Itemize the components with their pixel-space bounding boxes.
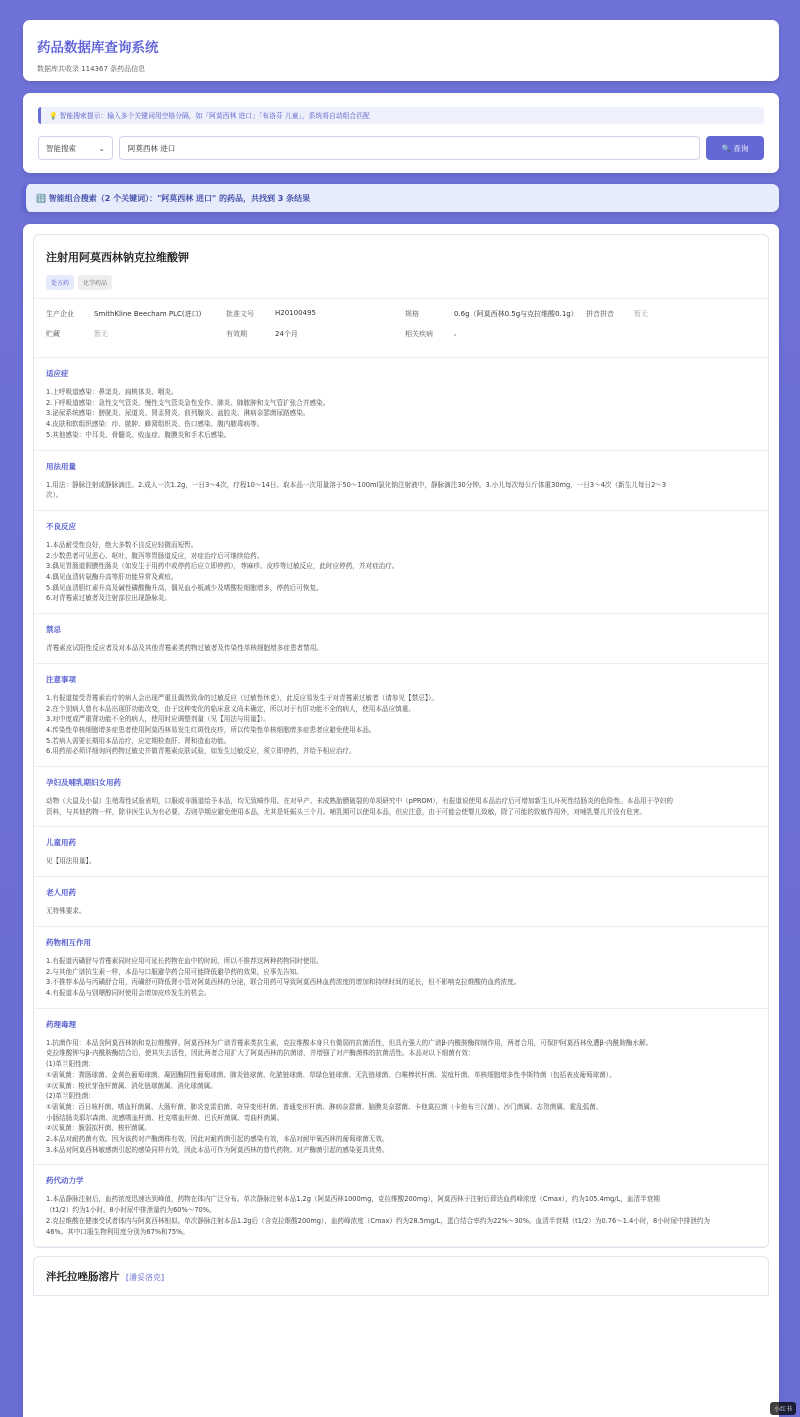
maker-label: 生产企业 [46,310,74,318]
section-line: 4.皮肤和软组织感染：疖、脓肿、蜂窝组织炎、伤口感染、腹内脓毒病等。 [46,420,264,429]
search-row [38,136,764,160]
pinyin-label: 拼音拼音 [586,310,614,318]
spec-value: 0.6g（阿莫西林0.5g与克拉维酸0.1g） [454,310,578,318]
section-title: 注意事项 [46,674,76,684]
section-title: 禁忌 [46,625,61,635]
drug-header [34,235,768,299]
section-line: 1.用法：静脉注射或静脉滴注。2.成人一次1.2g，一日3～4次，疗程10～14日。取本品一次用量溶于50～100ml氯化钠注射液中，静脉滴注30分钟。3.小儿每次每公斤体重30mg，一日3～4次（新生儿每日2～3 [46,480,667,489]
drug-info [34,299,768,358]
section-title: 不良反应 [46,521,76,531]
section-line: 1.抗菌作用：本品含阿莫西林钠和克拉维酸钾。阿莫西林为广谱青霉素类抗生素，克拉维酸本身只有微弱的抗菌活性，但具有强大的广谱β-内酰胺酶抑制作用，两者合用，可保护阿莫西林免遭β-内酰胺酶水解。 [46,1038,653,1047]
section-line: ②厌氧菌：脆弱拟杆菌、梭杆菌属。 [46,1124,151,1133]
section-line: 3.本品对阿莫西林敏感菌引起的感染同样有效，因此本品可作为阿莫西林的替代药物。对产酶菌引起的感染更具优势。 [46,1145,389,1154]
section-3 [34,614,768,664]
disease-value: , [454,329,457,337]
next-drug-brand: [潘妥洛克] [125,1273,165,1283]
section-2 [34,511,768,614]
section-line: 见【用法用量】。 [46,857,96,866]
section-line: ①需氧菌：百日咳杆菌、嗜血杆菌属、大肠杆菌、肺炎克雷伯菌、奇异变形杆菌、普通变形杆菌、淋病奈瑟菌、脑膜炎奈瑟菌、卡他莫拉菌（卡他布兰汉菌）、沙门菌属、志贺菌属、霍乱弧菌、 [46,1102,603,1111]
section-title: 用法用量 [46,461,76,471]
section-line: 无特殊要求。 [46,907,86,916]
section-line: 3.偶见胃肠道假膜性肠炎（如发生于用药中或停药后应立即停药），荨麻疹、皮疹等过敏反应，此时应停药，并对症治疗。 [46,562,399,571]
section-line: 动物（大鼠及小鼠）生殖毒性试验表明，口服或非肠道给予本品，均无致畸作用。在对早产、未成熟胎膜破裂的单项研究中（pPROM），有报道说使用本品治疗后可增加新生儿坏死性结肠炎的危险性。本品用于孕妇的 [46,797,673,806]
section-line: 6.用药前必须详细询问药物过敏史并做青霉素皮肤试验，如发生过敏反应，须立即停药，并给予相应治疗。 [46,747,356,756]
section-line: 克拉维酸钾与β-内酰胺酶结合后，使其失去活性，因此两者合用扩大了阿莫西林的抗菌谱，并增强了对产酶菌株的抗菌活性。本品对以下细菌有效： [46,1049,475,1058]
approval-value: H20100495 [275,309,316,317]
drug-card [33,234,769,1248]
app-subtitle: 数据库共收录 114367 条药品信息 [37,65,146,73]
tag-rx: 处方药 [46,275,74,290]
section-line: 2.少数患者可见恶心、呕吐、腹泻等胃肠道反应，对症治疗后可继续给药。 [46,551,264,560]
section-line: 2.下呼吸道感染：急性支气管炎、慢性支气管炎急性发作、肺炎、肺脓肿和支气管扩张合并感染。 [46,398,330,407]
section-4 [34,664,768,767]
section-line: 3.泌尿系统感染：膀胱炎、尿道炎、肾盂肾炎、前列腺炎、盆腔炎、淋病奈瑟菌尿路感染。 [46,409,310,418]
section-1 [34,451,768,511]
section-line: 4.传染性单核细胞增多症患者使用阿莫西林易发生红斑性皮疹，所以传染性单核细胞增多症患者应避免使用本品。 [46,725,376,734]
section-9 [34,1009,768,1166]
result-banner: 🔢 智能组合搜索（2 个关键词）："阿莫西林 进口" 的药品，共找到 3 条结果 [23,184,779,212]
section-line: 5.若病人需要长期用本品治疗，应定期检查肝、肾和造血功能。 [46,736,231,745]
drug-card-next [33,1256,769,1296]
section-line: 1.有报道丙磺舒与青霉素同时应用可延长药物在血中的时间，所以不推荐这两种药物同时使用。 [46,956,323,965]
next-drug-name: 泮托拉唑肠溶片 [46,1271,120,1284]
pinyin-value: 暂无 [634,310,648,318]
section-title: 老人用药 [46,888,76,898]
search-button[interactable]: 🔍 查询 [706,136,764,160]
section-line: 3.对中度或严重肾功能不全的病人，使用时应调整剂量（见【用法与用量】）。 [46,715,270,724]
section-line: 小肠结肠炎耶尔森菌、流感嗜血杆菌、杜克嗜血杆菌、巴氏杆菌属、弯曲杆菌属。 [46,1113,284,1122]
drug-sections [34,358,768,1247]
header-card [23,20,779,81]
maker-value: SmithKline Beecham PLC(进口) [94,310,202,318]
search-input[interactable]: 阿莫西林 进口 [119,136,700,160]
info-row-2 [46,329,756,343]
section-line: 次）。 [46,491,63,500]
section-title: 药物相互作用 [46,937,91,947]
section-line: ②厌氧菌：梭状芽孢杆菌属、消化链球菌属、消化球菌属。 [46,1081,217,1090]
section-title: 孕妇及哺乳期妇女用药 [46,778,121,788]
section-line: 青霉素皮试阳性反应者及对本品及其他青霉素类药物过敏者及传染性单核细胞增多症患者禁用。 [46,644,323,653]
section-line: 2.与其他广谱抗生素一样，本品与口服避孕药合用可能降低避孕药的效果，应事先告知。 [46,967,303,976]
section-7 [34,877,768,927]
section-title: 儿童用药 [46,838,76,848]
results-panel [23,224,779,1417]
section-line: (1)革兰阳性菌： [46,1060,95,1069]
search-card [23,93,779,173]
validity-value: 24个月 [275,330,298,338]
section-line: 1.本品静脉注射后，血药浓度迅速达到峰值，药物在体内广泛分布。单次静脉注射本品1.2g（阿莫西林1000mg，克拉维酸200mg），阿莫西林于注射后即达血药峰浓度（Cmax），约为105.4mg/L，血清半衰期 [46,1195,660,1204]
info-row-1 [46,309,756,323]
section-10 [34,1165,768,1247]
search-mode-value: 智能搜索 [46,143,76,153]
section-title: 药理毒理 [46,1019,76,1029]
spec-label: 规格 [405,310,419,318]
validity-label: 有效期 [226,330,247,338]
drug-name: 注射用阿莫西林钠克拉维酸钾 [46,251,189,264]
section-line: 1.上呼吸道感染：鼻窦炎、扁桃体炎、咽炎。 [46,388,178,396]
section-line: 资料，与其他药物一样，除非医生认为有必要，否则孕期应避免使用本品，尤其是妊娠头三个月。哺乳期可以使用本品，但应注意，由于可能会使婴儿致敏，除了可能的致敏作用外，对哺乳婴儿并没有危害。 [46,807,647,816]
section-line: （t1/2）约为1小时。8小时尿中排泄量约为60%～70%。 [46,1206,216,1215]
section-line: ①需氧菌：粪肠球菌、金黄色葡萄球菌、凝固酶阴性葡萄球菌、肺炎链球菌、化脓链球菌、草绿色链球菌、无乳链球菌、白喉棒状杆菌、炭疽杆菌、单核细胞增多性李斯特菌（包括表皮葡萄球菌）。 [46,1070,616,1079]
section-0 [34,358,768,451]
section-line: 46%。其中口服生物利用度分别为67%和75%。 [46,1227,189,1236]
section-line: 3.不推荐本品与丙磺舒合用，丙磺舒可降低肾小管对阿莫西林的分泌，联合用药可导致阿莫西林血药浓度的增加和持续时间的延长，但不影响克拉维酸的血药浓度。 [46,978,521,987]
section-line: 5.其他感染：中耳炎、骨髓炎、败血症、腹膜炎和手术后感染。 [46,430,231,439]
section-6 [34,827,768,877]
section-line: 4.偶见血清转氨酶升高等肝功能异常及黄疸。 [46,573,178,582]
section-line: 1.有报道接受青霉素治疗的病人会出现严重且偶然致命的过敏反应（过敏性休克），此反应易发生于对青霉素过敏者（请参见【禁忌】）。 [46,693,439,702]
section-line: 5.偶见血清胆红素升高及碱性磷酸酶升高，偶见血小板减少及嗜酸粒细胞增多，停药后可恢复。 [46,583,323,592]
section-line: 2.在个别病人曾有本品出现肝功能改变，由于这种变化的临床意义尚未确定，所以对于有肝功能不全的病人，使用本品应慎重。 [46,704,415,713]
section-line: 2.克拉维酸在健康受试者体内与阿莫西林相似。单次静脉注射本品1.2g后（含克拉维酸200mg），血药峰浓度（Cmax）约为28.5mg/L，蛋白结合率约为22%～30%。血清半衰期（t1/2）为0.76～1.4小时，8小时尿中排泄约为 [46,1216,711,1225]
disease-label: 相关疾病 [405,330,433,338]
storage-value: 暂无 [94,330,108,338]
section-line: 6.对青霉素过敏者及注射部位出现静脉炎。 [46,594,171,603]
storage-label: 贮藏 [46,330,60,338]
drug-tags [46,275,756,290]
watermark: 小红书 [770,1402,796,1415]
section-title: 药代动力学 [46,1176,84,1186]
search-tip: 💡 智能搜索提示：输入多个关键词用空格分隔，如「阿莫西林 进口」「布洛芬 儿童」，系统将自动组合匹配 [38,107,764,124]
section-8 [34,927,768,1009]
tag-category: 化学药品 [78,275,112,290]
approval-label: 批准文号 [226,310,254,318]
section-line: 1.本品耐受性良好，绝大多数不良反应轻微而短暂。 [46,540,198,549]
app-title: 药品数据库查询系统 [37,40,159,56]
section-title: 适应症 [46,369,69,378]
search-mode-select[interactable] [38,136,113,160]
section-5 [34,767,768,827]
section-line: 4.有报道本品与别嘌醇同时使用会增加皮疹发生的机会。 [46,988,211,997]
chevron-down-icon: ⌄ [98,143,105,153]
section-line: (2)革兰阴性菌： [46,1092,95,1101]
section-line: 2.本品对耐药菌有效。因为该药对产酶菌株有效，因此对耐药菌引起的感染有效，本品对耐甲氧西林的葡萄球菌无效。 [46,1135,389,1144]
